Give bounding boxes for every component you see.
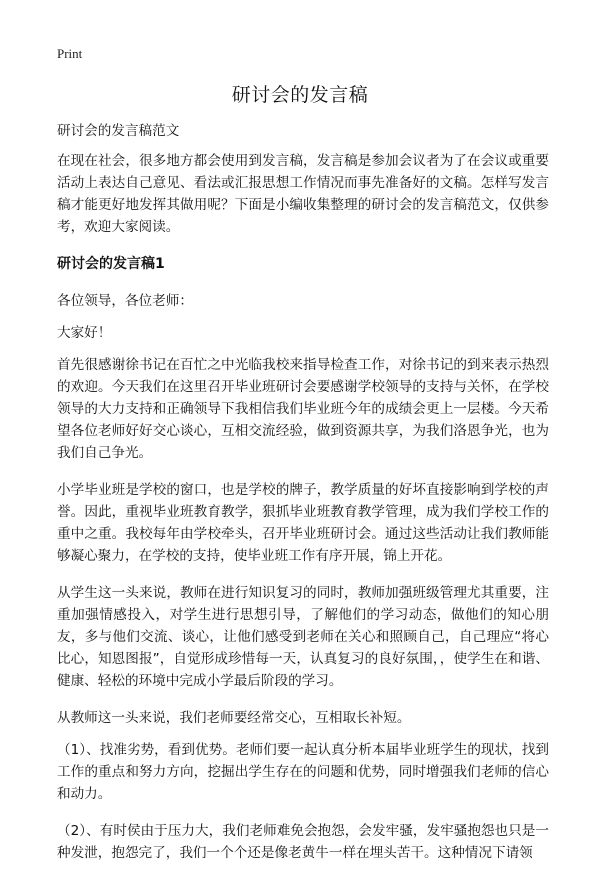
body-paragraph: （1）、找准劣势，看到优势。老师们要一起认真分析本届毕业班学生的现状，找到工作的重点和努力方向，挖掘出学生存在的问题和优势，同时增强我们老师的信心和动力。 — [57, 742, 549, 802]
body-paragraph: 小学毕业班是学校的窗口，也是学校的牌子，教学质量的好坏直接影响到学校的声誉。因此，重视毕业班教育教学，狠抓毕业班教育教学管理，成为我们学校工作的重中之重。我校每年由学校牵头，召开毕业班研讨会。通过这些活动让我们教师能够凝心聚力，在学校的支持，使毕业班工作有序开展，锦上开花。 — [57, 482, 549, 564]
body-paragraph: 从学生这一头来说，教师在进行知识复习的同时，教师加强班级管理尤其重要，注重加强情感投入，对学生进行思想引导，了解他们的学习动态，做他们的知心朋友，多与他们交流、谈心，让他们感受到老师在关心和照顾自己，自己理应“将心比心，知恩图报”，自觉形成珍惜每一天，认真复习的良好氛围，，使学生在和谐、健康、轻松的环境中完成小学最后阶段的学习。 — [57, 585, 549, 689]
print-link[interactable]: Print — [57, 46, 83, 61]
greeting-paragraph: 各位领导，各位老师： — [57, 293, 193, 309]
hello-paragraph: 大家好！ — [57, 325, 112, 341]
document-subtitle: 研讨会的发言稿范文 — [57, 123, 180, 139]
document-title: 研讨会的发言稿 — [231, 84, 369, 106]
body-paragraph: 首先很感谢徐书记在百忙之中光临我校来指导检查工作，对徐书记的到来表示热烈的欢迎。今天我们在这里召开毕业班研讨会要感谢学校领导的支持与关怀，在学校领导的大力支持和正确领导下我相信我们毕业班今年的成绩会更上一层楼。今天希望各位老师好好交心谈心，互相交流经验，做到资源共享，为我们洛恩争光，也为我们自己争光。 — [57, 357, 549, 461]
document-body — [57, 120, 549, 879]
body-paragraph: （2）、有时侯由于压力大，我们老师难免会抱怨，会发牢骚，发牢骚抱怨也只是一种发泄，抱怨完了，我们一个个还是像老黄牛一样在埋头苦干。这种情况下请领 — [57, 823, 549, 861]
section-heading: 研讨会的发言稿1 — [57, 256, 165, 272]
body-paragraph: 从教师这一头来说，我们老师要经常交心，互相取长补短。 — [57, 710, 411, 726]
intro-paragraph: 在现在社会，很多地方都会使用到发言稿，发言稿是参加会议者为了在会议或重要活动上表达自己意见、看法或汇报思想工作情况而事先准备好的文稿。怎样写发言稿才能更好地发挥其做用呢？下面是小编收集整理的研讨会的发言稿范文，仅供参考，欢迎大家阅读。 — [57, 153, 549, 235]
